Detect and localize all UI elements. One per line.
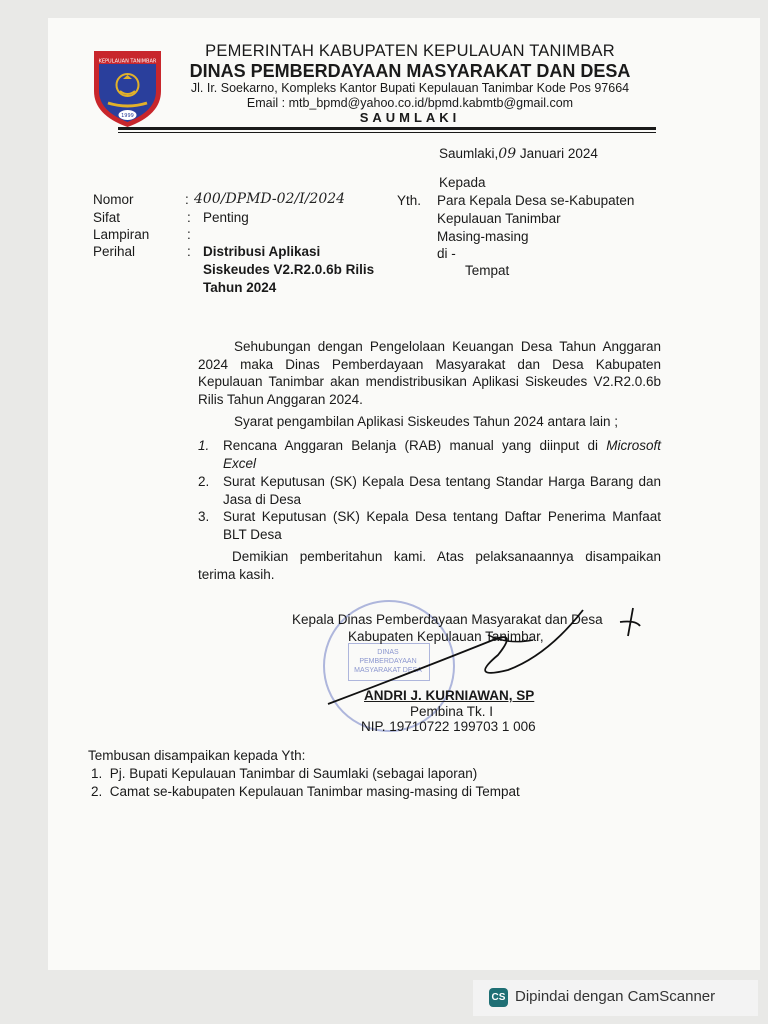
requirement-text: Surat Keputusan (SK) Kepala Desa tentang Daftar Penerima Manfaat BLT Desa [223, 509, 661, 542]
requirement-number: 1. [198, 438, 210, 453]
recipient-line2: Kepulauan Tanimbar [437, 211, 561, 226]
perihal-line1: Distribusi Aplikasi [203, 244, 321, 259]
logo-year: 1999 [121, 113, 134, 119]
requirement-text-emphasis: Microsoft Excel [223, 438, 661, 471]
cc-item [91, 784, 520, 799]
date-line [439, 146, 598, 162]
requirement-text-main: Rencana Anggaran Belanja (RAB) manual yang diinput di [223, 438, 607, 453]
perihal-label: Perihal [93, 244, 136, 259]
signatory-title-1: Kepala Dinas Pemberdayaan Masyarakat dan Desa [292, 612, 603, 627]
nomor-label: Nomor [93, 192, 134, 207]
perihal-line2: Siskeudes V2.R2.0.6b Rilis [203, 262, 375, 277]
letterhead-agency: DINAS PEMBERDAYAAN MASYARAKAT DAN DESA [189, 61, 631, 81]
cc-number: 2. [91, 784, 103, 799]
requirement-number: 3. [198, 509, 210, 524]
recipient-line5: Tempat [465, 263, 510, 278]
perihal-colon: : [187, 244, 191, 259]
logo-text: KEPULAUAN TANIMBAR [98, 58, 157, 65]
signatory-title-2: Kabupaten Kepulauan Tanimbar, [348, 629, 544, 644]
nomor-value-handwritten: 400/DPMD-02/I/2024 [194, 191, 346, 207]
date-rest: Januari 2024 [519, 146, 598, 161]
sifat-label: Sifat [93, 210, 121, 225]
nomor-colon: : [185, 192, 189, 207]
date-day-handwritten: 09 [498, 146, 517, 162]
header-rule-thick [118, 127, 656, 130]
letterhead-email: Email : mtb_bpmd@yahoo.co.id/bpmd.kabmtb@gmail.com [246, 96, 574, 110]
recipient-line3: Masing-masing [437, 229, 529, 244]
recipient-kepada: Kepada [439, 175, 486, 190]
header-rule-thin [118, 132, 656, 133]
stamp-text: DINAS PEMBERDAYAAN MASYARAKAT DESA [354, 649, 422, 674]
sifat-colon: : [187, 210, 191, 225]
signatory-nip: NIP. 19710722 199703 1 006 [361, 719, 536, 734]
cc-number: 1. [91, 766, 103, 781]
letterhead-government: PEMERINTAH KABUPATEN KEPULAUAN TANIMBAR [205, 42, 615, 60]
body-paragraph-1: Sehubungan dengan Pengelolaan Keuangan Desa Tahun Anggaran 2024 maka Dinas Pemberdayaan Masyarakat dan Desa Kabupaten Kepulauan Tanimbar akan mendistribusikan Aplikasi Siskeudes V2.R2.0.6b Rilis Tahun Anggaran 2024. [198, 339, 661, 407]
perihal-line3: Tahun 2024 [203, 280, 277, 295]
letterhead-city: SAUMLAKI [359, 110, 461, 125]
lampiran-label: Lampiran [93, 227, 150, 242]
date-prefix: Saumlaki, [439, 146, 499, 161]
cc-text: Camat se-kabupaten Kepulauan Tanimbar masing-masing di Tempat [109, 784, 520, 799]
recipient-yth: Yth. [397, 193, 422, 208]
requirement-text: Surat Keputusan (SK) Kepala Desa tentang Standar Harga Barang dan Jasa di Desa [223, 474, 661, 507]
sifat-value: Penting [203, 210, 249, 225]
requirement-number: 2. [198, 474, 210, 489]
requirement-text [223, 437, 661, 472]
camscanner-label: Dipindai dengan CamScanner [515, 988, 716, 1005]
letterhead-address: Jl. Ir. Soekarno, Kompleks Kantor Bupati Kepulauan Tanimbar Kode Pos 97664 [190, 81, 630, 95]
recipient-line4: di - [437, 246, 456, 261]
camscanner-logo-icon: CS [489, 988, 508, 1007]
lampiran-colon: : [187, 227, 191, 242]
signatory-name: ANDRI J. KURNIAWAN, SP [364, 688, 535, 703]
body-paragraph-2: Syarat pengambilan Aplikasi Siskeudes Tahun 2024 antara lain ; [234, 414, 619, 429]
signatory-rank: Pembina Tk. I [410, 704, 494, 719]
cc-item [91, 766, 477, 781]
closing-paragraph: Demikian pemberitahun kami. Atas pelaksanaannya disampaikan terima kasih. [198, 549, 661, 582]
cc-text: Pj. Bupati Kepulauan Tanimbar di Saumlaki (sebagai laporan) [109, 766, 478, 781]
recipient-line1: Para Kepala Desa se-Kabupaten [437, 193, 635, 208]
cc-heading: Tembusan disampaikan kepada Yth: [88, 748, 306, 763]
